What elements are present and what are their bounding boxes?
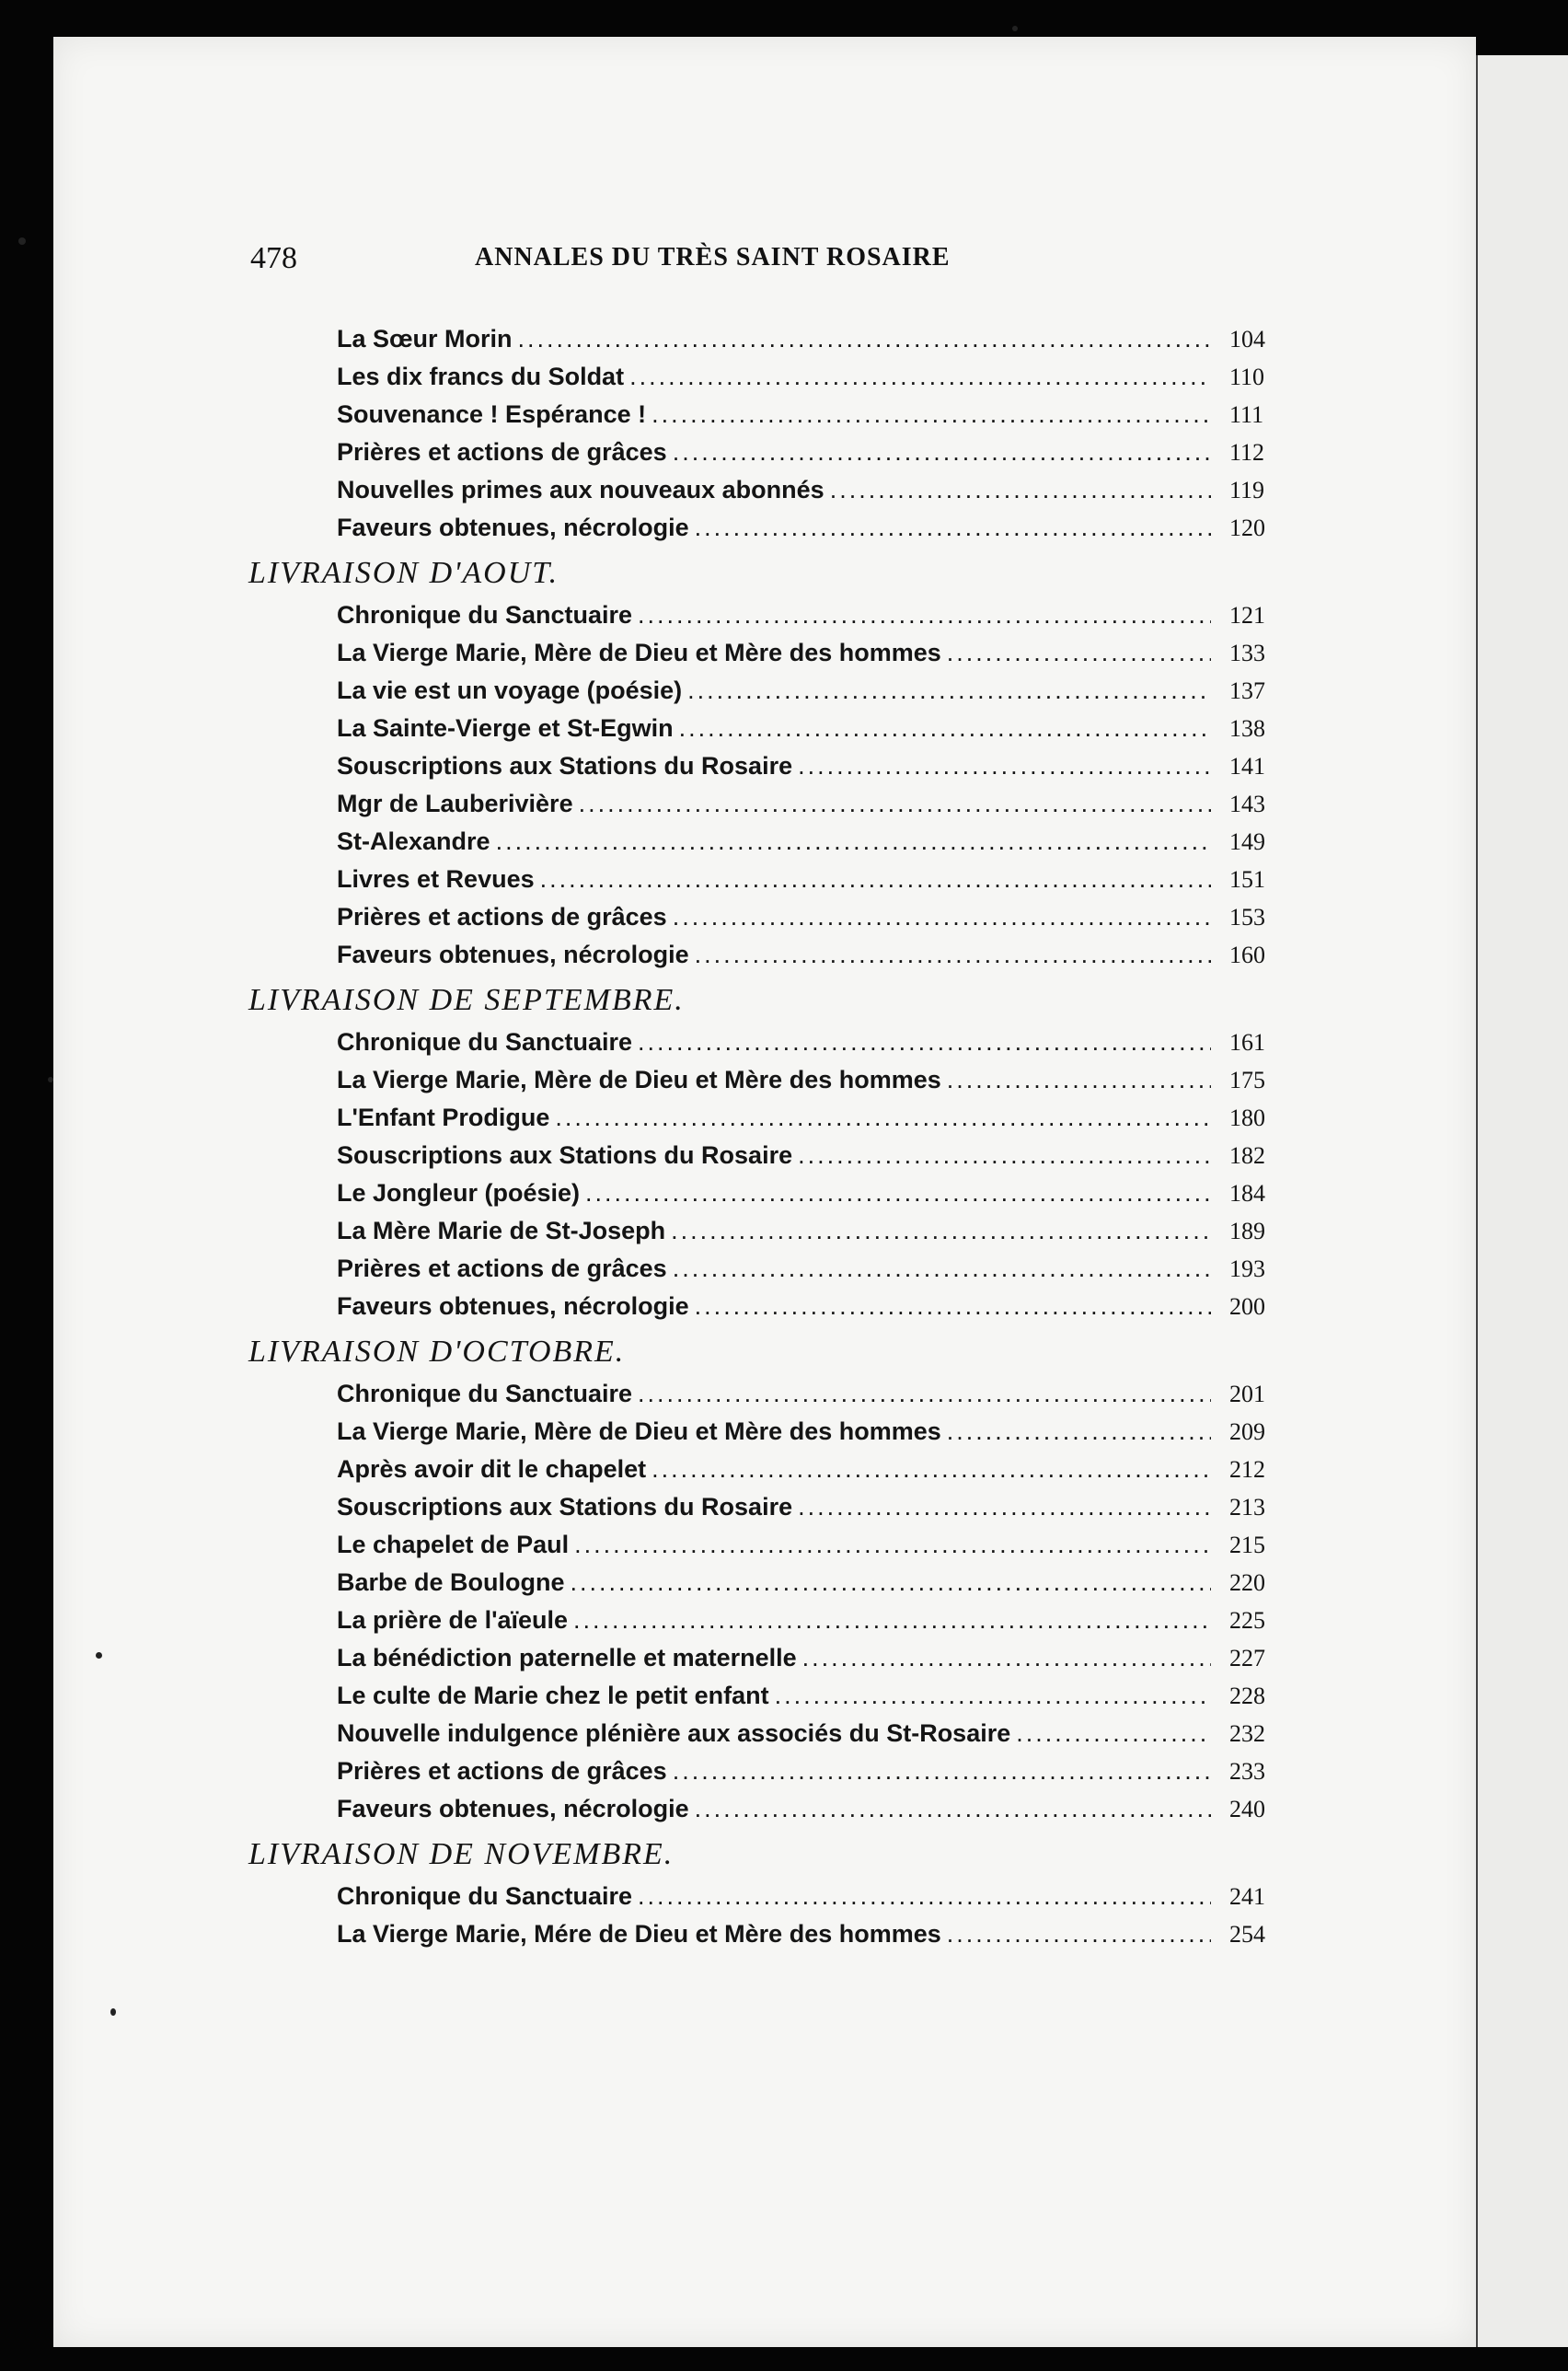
speck: [96, 1652, 102, 1659]
entry-title: La vie est un voyage (poésie): [337, 677, 683, 704]
entry-title: Barbe de Boulogne: [337, 1568, 565, 1596]
toc-continued-entries: [241, 320, 1309, 547]
entry-title: Chronique du Sanctuaire: [337, 601, 633, 629]
toc-entry: [241, 710, 1309, 747]
entry-page-number: 151: [1229, 866, 1265, 893]
toc-entry: [241, 1061, 1309, 1099]
entry-title: L'Enfant Prodigue: [337, 1104, 550, 1131]
entry-page-number: 189: [1229, 1218, 1265, 1244]
section-heading: LIVRAISON DE SEPTEMBRE.: [248, 983, 685, 1017]
entry-page-number: 212: [1229, 1456, 1265, 1483]
toc-entry: [241, 823, 1309, 861]
dot-leader: [574, 1526, 1211, 1564]
entry-page-number: 193: [1229, 1255, 1265, 1282]
dot-leader: [775, 1677, 1211, 1715]
entry-title: Prières et actions de grâces: [337, 438, 667, 466]
dot-leader: [673, 1752, 1211, 1790]
toc-entry: [241, 434, 1309, 471]
toc-entry: [241, 1413, 1309, 1451]
toc-entry: [241, 634, 1309, 672]
dot-leader: [798, 747, 1211, 785]
entry-page-number: 180: [1229, 1105, 1265, 1131]
dot-leader: [695, 1790, 1211, 1828]
entry-title: Faveurs obtenues, nécrologie: [337, 1795, 689, 1822]
entry-title: Le Jongleur (poésie): [337, 1179, 581, 1207]
entry-title: La Vierge Marie, Mère de Dieu et Mère des hommes: [337, 1417, 941, 1445]
dot-leader: [585, 1174, 1211, 1212]
dot-leader: [947, 1915, 1211, 1953]
speck: [18, 237, 26, 245]
entry-page-number: 120: [1229, 515, 1265, 541]
entry-title: Nouvelle indulgence plénière aux associés du St-Rosaire: [337, 1719, 1011, 1747]
toc-entry: [241, 1099, 1309, 1137]
entry-page-number: 121: [1229, 602, 1265, 629]
entry-title: Mgr de Lauberivière: [337, 790, 573, 817]
dot-leader: [1016, 1715, 1211, 1752]
toc-entry: [241, 1564, 1309, 1602]
dot-leader: [573, 1602, 1211, 1639]
entry-title: La Vierge Marie, Mère de Dieu et Mère des hommes: [337, 1066, 941, 1093]
entry-page-number: 182: [1229, 1142, 1265, 1169]
section-heading: LIVRAISON DE NOVEMBRE.: [248, 1837, 674, 1871]
entry-page-number: 143: [1229, 791, 1265, 817]
toc-section: [241, 1329, 1309, 1828]
dot-leader: [638, 1878, 1211, 1915]
entry-page-number: 201: [1229, 1381, 1265, 1407]
toc-section: [241, 1832, 1309, 1953]
dot-leader: [518, 320, 1212, 358]
toc-entry: [241, 1174, 1309, 1212]
toc-entry: [241, 358, 1309, 396]
toc-entry: [241, 509, 1309, 547]
toc-section: [241, 977, 1309, 1325]
dot-leader: [638, 1024, 1211, 1061]
dot-leader: [555, 1099, 1211, 1137]
entry-page-number: 160: [1229, 942, 1265, 968]
dot-leader: [496, 823, 1211, 861]
entry-title: La prière de l'aïeule: [337, 1606, 569, 1634]
entry-title: Faveurs obtenues, nécrologie: [337, 941, 689, 968]
entry-page-number: 110: [1229, 364, 1265, 390]
entry-title: Livres et Revues: [337, 865, 535, 893]
toc-entry: [241, 1024, 1309, 1061]
entry-page-number: 137: [1229, 677, 1265, 704]
entry-title: Chronique du Sanctuaire: [337, 1380, 633, 1407]
entry-page-number: 111: [1229, 401, 1264, 428]
entry-page-number: 228: [1229, 1683, 1265, 1709]
table-of-contents: [241, 320, 1309, 1953]
entry-title: La Sainte-Vierge et St-Egwin: [337, 714, 674, 742]
entry-title: Faveurs obtenues, nécrologie: [337, 514, 689, 541]
entry-title: Prières et actions de grâces: [337, 903, 667, 931]
entry-title: St-Alexandre: [337, 827, 490, 855]
dot-leader: [540, 861, 1211, 898]
entry-page-number: 133: [1229, 640, 1265, 666]
entry-title: Nouvelles primes aux nouveaux abonnés: [337, 476, 824, 503]
dot-leader: [947, 1061, 1211, 1099]
toc-entry: [241, 1375, 1309, 1413]
speck: [1012, 26, 1018, 31]
dot-leader: [798, 1488, 1211, 1526]
entry-title: La Vierge Marie, Mére de Dieu et Mère des hommes: [337, 1920, 941, 1948]
toc-entry: [241, 1752, 1309, 1790]
entry-page-number: 232: [1229, 1720, 1265, 1747]
dot-leader: [571, 1564, 1211, 1602]
toc-entry: [241, 396, 1309, 434]
entry-title: La Sœur Morin: [337, 325, 513, 353]
toc-entry: [241, 936, 1309, 974]
entry-title: La Mère Marie de St-Joseph: [337, 1217, 666, 1244]
entry-title: La bénédiction paternelle et maternelle: [337, 1644, 797, 1671]
toc-entry: [241, 672, 1309, 710]
entry-page-number: 241: [1229, 1883, 1265, 1910]
toc-entry: [241, 1602, 1309, 1639]
dot-leader: [695, 509, 1211, 547]
page-number: 478: [250, 241, 297, 275]
dot-leader: [679, 710, 1211, 747]
entry-page-number: 112: [1229, 439, 1265, 466]
dot-leader: [651, 396, 1211, 434]
entry-title: Chronique du Sanctuaire: [337, 1882, 633, 1910]
toc-entry: [241, 596, 1309, 634]
entry-page-number: 104: [1229, 326, 1265, 353]
toc-entry: [241, 1639, 1309, 1677]
toc-entry: [241, 898, 1309, 936]
toc-entry: [241, 1212, 1309, 1250]
entry-page-number: 240: [1229, 1796, 1265, 1822]
toc-entry: [241, 1677, 1309, 1715]
entry-page-number: 141: [1229, 753, 1265, 780]
entry-page-number: 138: [1229, 715, 1265, 742]
toc-sections: [241, 550, 1309, 1953]
entry-title: Souscriptions aux Stations du Rosaire: [337, 1141, 793, 1169]
entry-title: Prières et actions de grâces: [337, 1757, 667, 1785]
entry-title: Souscriptions aux Stations du Rosaire: [337, 752, 793, 780]
dot-leader: [671, 1212, 1211, 1250]
dot-leader: [695, 1288, 1211, 1325]
toc-entry: [241, 1451, 1309, 1488]
dot-leader: [673, 898, 1211, 936]
toc-entry: [241, 1288, 1309, 1325]
toc-entry: [241, 1790, 1309, 1828]
entry-page-number: 233: [1229, 1758, 1265, 1785]
entry-page-number: 225: [1229, 1607, 1265, 1634]
toc-entry: [241, 1137, 1309, 1174]
entry-page-number: 153: [1229, 904, 1265, 931]
entry-title: Chronique du Sanctuaire: [337, 1028, 633, 1056]
dot-leader: [687, 672, 1211, 710]
running-header: [250, 241, 1299, 287]
dot-leader: [695, 936, 1211, 974]
dot-leader: [673, 1250, 1211, 1288]
dot-leader: [673, 434, 1211, 471]
dot-leader: [798, 1137, 1211, 1174]
entry-page-number: 161: [1229, 1029, 1265, 1056]
entry-title: Les dix francs du Soldat: [337, 363, 625, 390]
toc-entry: [241, 1488, 1309, 1526]
entry-page-number: 149: [1229, 828, 1265, 855]
next-page-edge: [1478, 55, 1568, 2347]
entry-title: Faveurs obtenues, nécrologie: [337, 1292, 689, 1320]
toc-section: [241, 550, 1309, 974]
entry-page-number: 175: [1229, 1067, 1265, 1093]
toc-entry: [241, 1526, 1309, 1564]
entry-page-number: 200: [1229, 1293, 1265, 1320]
dot-leader: [830, 471, 1211, 509]
entry-page-number: 184: [1229, 1180, 1265, 1207]
toc-entry: [241, 320, 1309, 358]
toc-entry: [241, 861, 1309, 898]
toc-entry: [241, 471, 1309, 509]
toc-entry: [241, 1915, 1309, 1953]
entry-page-number: 220: [1229, 1569, 1265, 1596]
speck: [48, 1077, 53, 1082]
dot-leader: [947, 634, 1211, 672]
dot-leader: [638, 596, 1211, 634]
speck: [110, 2008, 116, 2016]
entry-title: Le culte de Marie chez le petit enfant: [337, 1682, 769, 1709]
dot-leader: [638, 1375, 1211, 1413]
section-heading: LIVRAISON D'AOUT.: [248, 556, 559, 590]
toc-entry: [241, 1250, 1309, 1288]
toc-entry: [241, 1878, 1309, 1915]
entry-page-number: 215: [1229, 1532, 1265, 1558]
dot-leader: [629, 358, 1211, 396]
entry-title: Souvenance ! Espérance !: [337, 400, 647, 428]
dot-leader: [579, 785, 1211, 823]
entry-page-number: 213: [1229, 1494, 1265, 1521]
entry-page-number: 254: [1229, 1921, 1265, 1948]
entry-title: Le chapelet de Paul: [337, 1531, 570, 1558]
entry-page-number: 209: [1229, 1418, 1265, 1445]
toc-entry: [241, 785, 1309, 823]
entry-title: La Vierge Marie, Mère de Dieu et Mère des hommes: [337, 639, 941, 666]
section-heading: LIVRAISON D'OCTOBRE.: [248, 1335, 626, 1369]
toc-entry: [241, 1715, 1309, 1752]
entry-title: Souscriptions aux Stations du Rosaire: [337, 1493, 793, 1521]
dot-leader: [947, 1413, 1211, 1451]
dot-leader: [651, 1451, 1211, 1488]
running-title: ANNALES DU TRÈS SAINT ROSAIRE: [475, 243, 951, 272]
entry-title: Après avoir dit le chapelet: [337, 1455, 647, 1483]
dot-leader: [802, 1639, 1211, 1677]
toc-entry: [241, 747, 1309, 785]
entry-page-number: 119: [1229, 477, 1265, 503]
entry-page-number: 227: [1229, 1645, 1265, 1671]
entry-title: Prières et actions de grâces: [337, 1255, 667, 1282]
